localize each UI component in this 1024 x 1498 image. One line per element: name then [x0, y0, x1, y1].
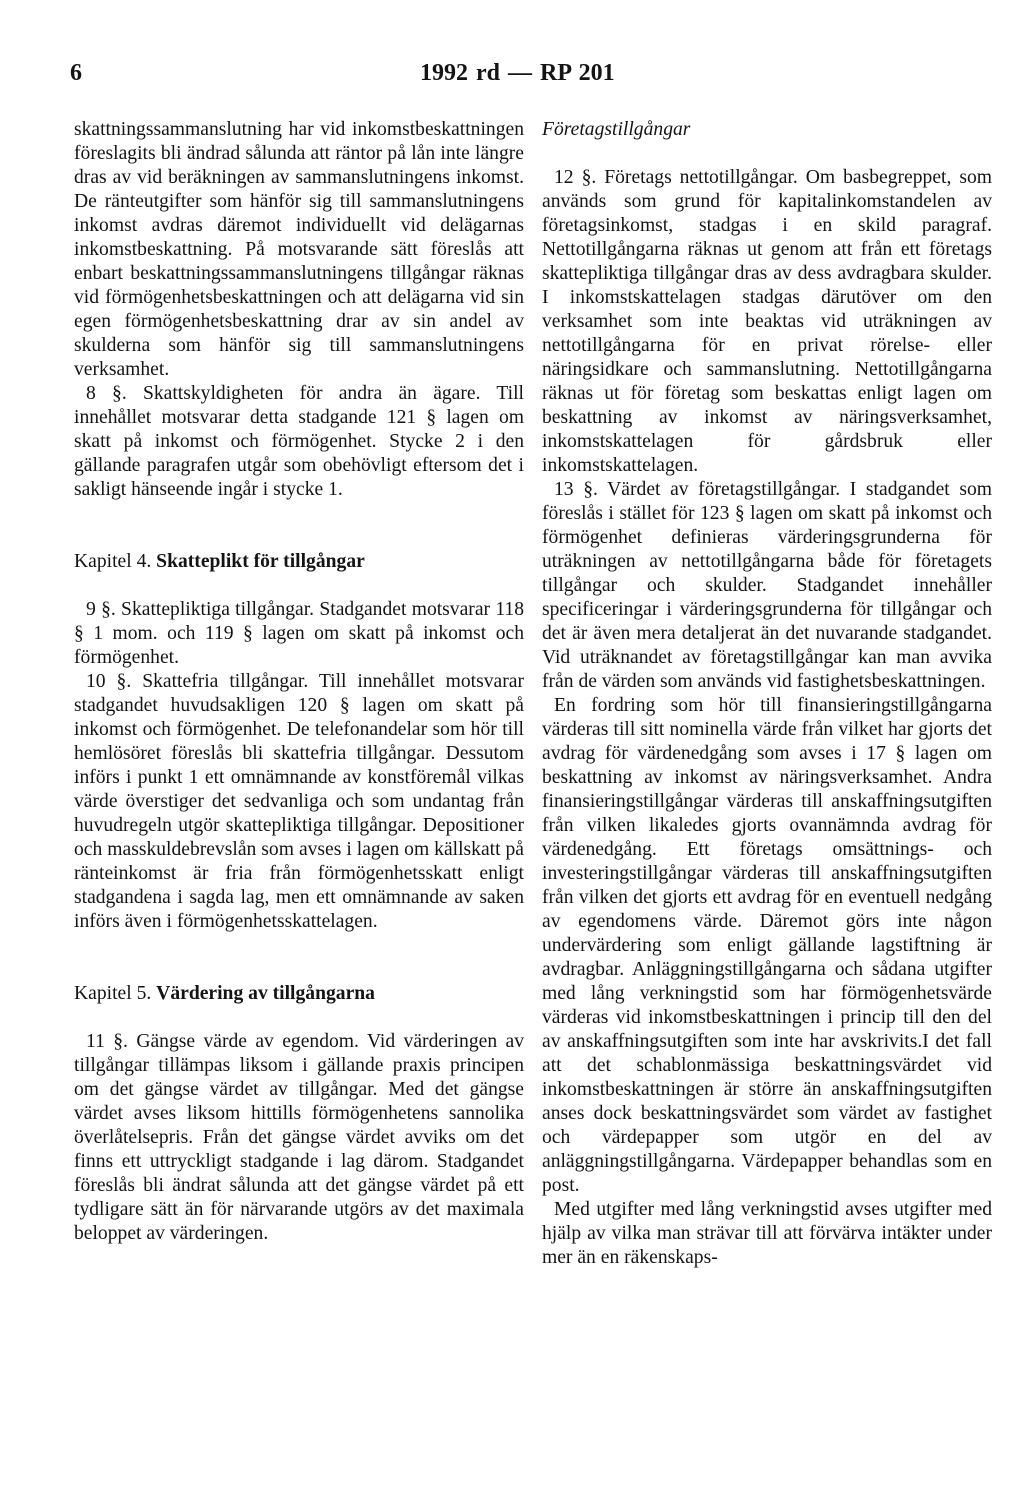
running-head: 1992 rd — RP 201	[420, 60, 615, 86]
chapter-title: Värdering av tillgångarna	[156, 983, 375, 1004]
chapter-5-heading	[74, 982, 524, 1006]
paragraph: Med utgifter med lång verkningstid avses utgifter med hjälp av vilka man strävar till att förvärva intäkter under mer än en räkenskaps-	[542, 1199, 992, 1268]
paragraph: 13 §. Värdet av företagstillgångar. I stadgandet som föreslås i stället för 123 § lagen om skatt på inkomst och förmögenhet definieras värderingsgrunderna för uträkningen av nettotillgångarna både för företagets tillgångar och skulder. Stadgandet innehåller specificeringar i värderingsgrunderna för tillgångar och det är även mera detaljerat än det nuvarande stadgandet. Vid uträknandet av företagstillgångar kan man avvika från de värden som används vid fastighetsbeskattningen.	[542, 479, 992, 692]
chapter-prefix: Kapitel 5.	[74, 983, 152, 1004]
paragraph: En fordring som hör till finansieringstillgångarna värderas till sitt nominella värde från vilket har gjorts det avdrag för värdenedgång som avses i 17 § lagen om beskattning av inkomst av näringsverksamhet. Andra finansieringstillgångar värderas till anskaffningsutgiften från vilken likaledes gjorts ovannämnda avdrag för värdenedgång. Ett företags omsättnings- och investeringstillgångar värderas till anskaffningsutgiften från vilken det gjorts ett avdrag för en eventuell nedgång av egendomens värde. Däremot görs inte någon undervärdering som enligt gällande lagstiftning är avdragbar. Anläggningstillgångarna och sådana utgifter med lång verkningstid som har förmögenhetsvärde värderas vid inkomstbeskattningen i princip till den del av anskaffningsutgiften som inte har avskrivits.I det fall att det schablonmässiga beskattningsvärdet vid inkomstbeskattningen är större än anskaffningsutgiften anses dock beskattningsvärdet som värdet av fastighet och värdepapper som utgör en del av anläggningstillgångarna. Värdepapper behandlas som en post.	[542, 695, 992, 1196]
left-column	[74, 118, 524, 1246]
paragraph: skattningssammanslutning har vid inkomstbeskattningen föreslagits bli ändrad sålunda att räntor på lån inte längre dras av vid beräkningen av sammanslutningens inkomst. De ränteutgifter som hänför sig till sammanslutningens inkomst avdras däremot individuellt vid delägarnas inkomstbeskattning. På motsvarande sätt föreslås att enbart beskattningssammanslutningens tillgångar räknas vid förmögenhetsbeskattningen och att delägarna vid sin egen förmögenhetsbeskattning drar av sin andel av skulderna som hänför sig till sammanslutningens verksamhet.	[74, 119, 524, 380]
chapter-prefix: Kapitel 4.	[74, 551, 152, 572]
right-column	[542, 118, 992, 1270]
paragraph: 10 §. Skattefria tillgångar. Till innehållet motsvarar stadgandet huvudsakligen 120 § lagen om skatt på inkomst och förmögenhet. De telefonandelar som hör till hemlösöret föreslås bli skattefria tillgångar. Dessutom införs i punkt 1 ett omnämnande av konstföremål vilkas värde överstiger det sedvanliga och som undantag från huvudregeln utgör skattepliktiga tillgångar. Depositioner och masskuldebrevslån som avses i lagen om källskatt på ränteinkomst är fria från förmögenhetsskatt enligt stadgandena i sagda lag, men ett omnämnande av saken införs även i förmögenhetsskattelagen.	[74, 671, 524, 932]
section-heading: Företagstillgångar	[542, 119, 691, 140]
paragraph: 8 §. Skattskyldigheten för andra än ägare. Till innehållet motsvarar detta stadgande 121 § lagen om skatt på inkomst och förmögenhet. Stycke 2 i den gällande paragrafen utgår som obehövligt eftersom det i sakligt hänseende ingår i stycke 1.	[74, 383, 524, 500]
paragraph: 12 §. Företags nettotillgångar. Om basbegreppet, som används som grund för kapitalinkomstandelen av företagsinkomst, stadgas i en skild paragraf. Nettotillgångarna räknas ut genom att från ett företags skattepliktiga tillgångar dras av dess avdragbara skulder. I inkomstskattelagen stadgas därutöver om den verksamhet som inte beaktas vid uträkningen av nettotillgångarna för en privat rörelse- eller näringsidkare och sammanslutning. Nettotillgångarna räknas ut för företag som beskattas enligt lagen om beskattning av inkomst av näringsverksamhet, inkomstskattelagen för gårdsbruk eller inkomstskattelagen.	[542, 167, 992, 476]
paragraph: 11 §. Gängse värde av egendom. Vid värderingen av tillgångar tillämpas liksom i gällande praxis principen om det gängse värdet av tillgångar. Med det gängse värdet avses liksom hittills förmögenhetens sannolika överlåtelsepris. Från det gängse värdet avviks om det finns ett uttryckligt stadgande i lag därom. Stadgandet föreslås bli ändrat sålunda att det gängse värdet på ett tydligare sätt än för närvarande utgörs av det maximala beloppet av värderingen.	[74, 1031, 524, 1244]
page-number: 6	[70, 60, 82, 86]
chapter-title: Skatteplikt för tillgångar	[156, 551, 365, 572]
chapter-4-heading	[74, 550, 524, 574]
paragraph: 9 §. Skattepliktiga tillgångar. Stadgandet motsvarar 118 § 1 mom. och 119 § lagen om skatt på inkomst och förmögenhet.	[74, 599, 524, 668]
